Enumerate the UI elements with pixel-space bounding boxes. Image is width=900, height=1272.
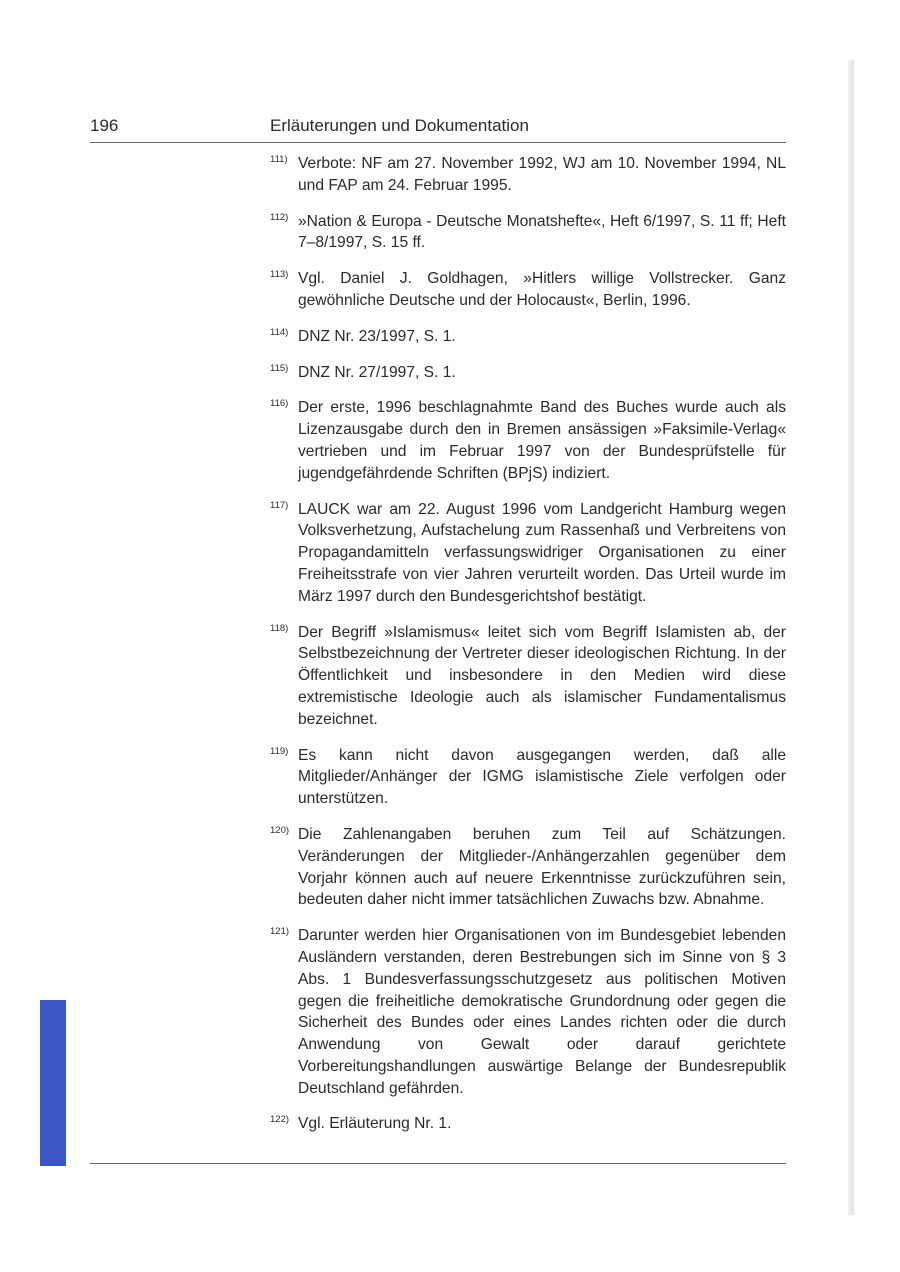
endnote-text: Verbote: NF am 27. November 1992, WJ am 10. November 1994, NL und FAP am 24. Februar 1995. bbox=[298, 155, 786, 194]
page-number: 196 bbox=[90, 116, 119, 135]
endnote-111 bbox=[270, 153, 786, 197]
endnote-120 bbox=[270, 824, 786, 911]
endnote-number: 115) bbox=[270, 362, 289, 374]
endnote-number: 120) bbox=[270, 824, 290, 836]
endnote-number: 118) bbox=[270, 622, 289, 634]
endnote-text: Darunter werden hier Organisationen von im Bundesgebiet lebenden Ausländern verstanden, deren Bestrebungen sich im Sinne von § 3 Abs. 1 Bundesverfassungsschutzgesetz aus politischen Motiven gegen die freiheitliche demokratische Grundordnung oder gegen die Sicherheit des Bundes oder eines Landes richten oder die durch Anwendung von Gewalt oder darauf gerichtete Vorbereitungshandlungen auswärtige Belange der Bundesrepublik Deutschland gefährden. bbox=[298, 927, 786, 1097]
endnote-114 bbox=[270, 326, 786, 348]
page-header bbox=[90, 116, 786, 143]
endnote-number: 119) bbox=[270, 745, 289, 757]
endnote-number: 113) bbox=[270, 269, 289, 281]
endnote-text: »Nation & Europa - Deutsche Monatshefte«, Heft 6/1997, S. 11 ff; Heft 7–8/1997, S. 15 ff. bbox=[298, 212, 786, 252]
endnote-number: 121) bbox=[270, 926, 290, 938]
endnote-text: Es kann nicht davon ausgegangen werden, daß alle Mitglieder/Anhänger der IGMG islamistische Ziele verfolgen oder unterstützen. bbox=[298, 746, 786, 808]
endnote-117 bbox=[270, 499, 786, 608]
endnote-116 bbox=[270, 397, 786, 484]
endnote-text: Vgl. Daniel J. Goldhagen, »Hitlers willige Vollstrecker. Ganz gewöhnliche Deutsche und der Holocaust«, Berlin, 1996. bbox=[298, 270, 786, 309]
endnote-text: LAUCK war am 22. August 1996 vom Landgericht Hamburg wegen Volksverhetzung, Aufstachelung zum Rassenhaß und Verbreitens von Propagandamitteln verfassungswidriger Organisationen zu einer Freiheitsstrafe von vier Jahren verurteilt worden. Das Urteil wurde im März 1997 durch den Bundesgerichtshof bestätigt. bbox=[298, 500, 786, 605]
endnote-number: 114) bbox=[270, 326, 289, 338]
endnote-118 bbox=[270, 622, 786, 731]
endnote-115 bbox=[270, 362, 786, 384]
endnotes-list bbox=[270, 153, 786, 1149]
endnote-number: 117) bbox=[270, 499, 289, 511]
endnote-text: DNZ Nr. 27/1997, S. 1. bbox=[298, 363, 456, 381]
endnote-text: Der Begriff »Islamismus« leitet sich vom Begriff Islamisten ab, der Selbstbezeichnung der Vertreter dieser ideologischen Richtung. In der Öffentlichkeit und insbesondere in den Medien wird diese extremistische Ideologie auch als islamischer Fundamentalismus bezeichnet. bbox=[298, 623, 786, 728]
section-color-tab bbox=[40, 1000, 66, 1166]
footer-rule bbox=[90, 1163, 786, 1164]
endnote-number: 112) bbox=[270, 211, 289, 223]
endnote-112 bbox=[270, 211, 786, 255]
running-title: Erläuterungen und Dokumentation bbox=[270, 116, 529, 135]
page-edge-shadow bbox=[848, 60, 854, 1215]
endnote-122 bbox=[270, 1113, 786, 1135]
endnote-number: 111) bbox=[270, 154, 288, 165]
endnote-text: Die Zahlenangaben beruhen zum Teil auf Schätzungen. Veränderungen der Mitglieder-/Anhängerzahlen gegenüber dem Vorjahr können auch auf neuere Erkenntnisse zurückzuführen sein, bedeuten daher nicht immer tatsächlichen Zuwachs bzw. Abnahme. bbox=[298, 825, 786, 909]
endnote-number: 122) bbox=[270, 1114, 290, 1126]
endnote-text: Der erste, 1996 beschlagnahmte Band des Buches wurde auch als Lizenzausgabe durch den in Bremen ansässigen »Faksimile-Verlag« vertrieben und im Februar 1997 von der Bundesprüfstelle für jugendgefährdende Schriften (BPjS) indiziert. bbox=[298, 399, 786, 482]
endnote-113 bbox=[270, 268, 786, 312]
endnote-119 bbox=[270, 745, 786, 810]
endnote-number: 116) bbox=[270, 398, 289, 410]
endnote-text: DNZ Nr. 23/1997, S. 1. bbox=[298, 327, 456, 345]
endnote-text: Vgl. Erläuterung Nr. 1. bbox=[298, 1115, 452, 1133]
endnote-121 bbox=[270, 925, 786, 1099]
